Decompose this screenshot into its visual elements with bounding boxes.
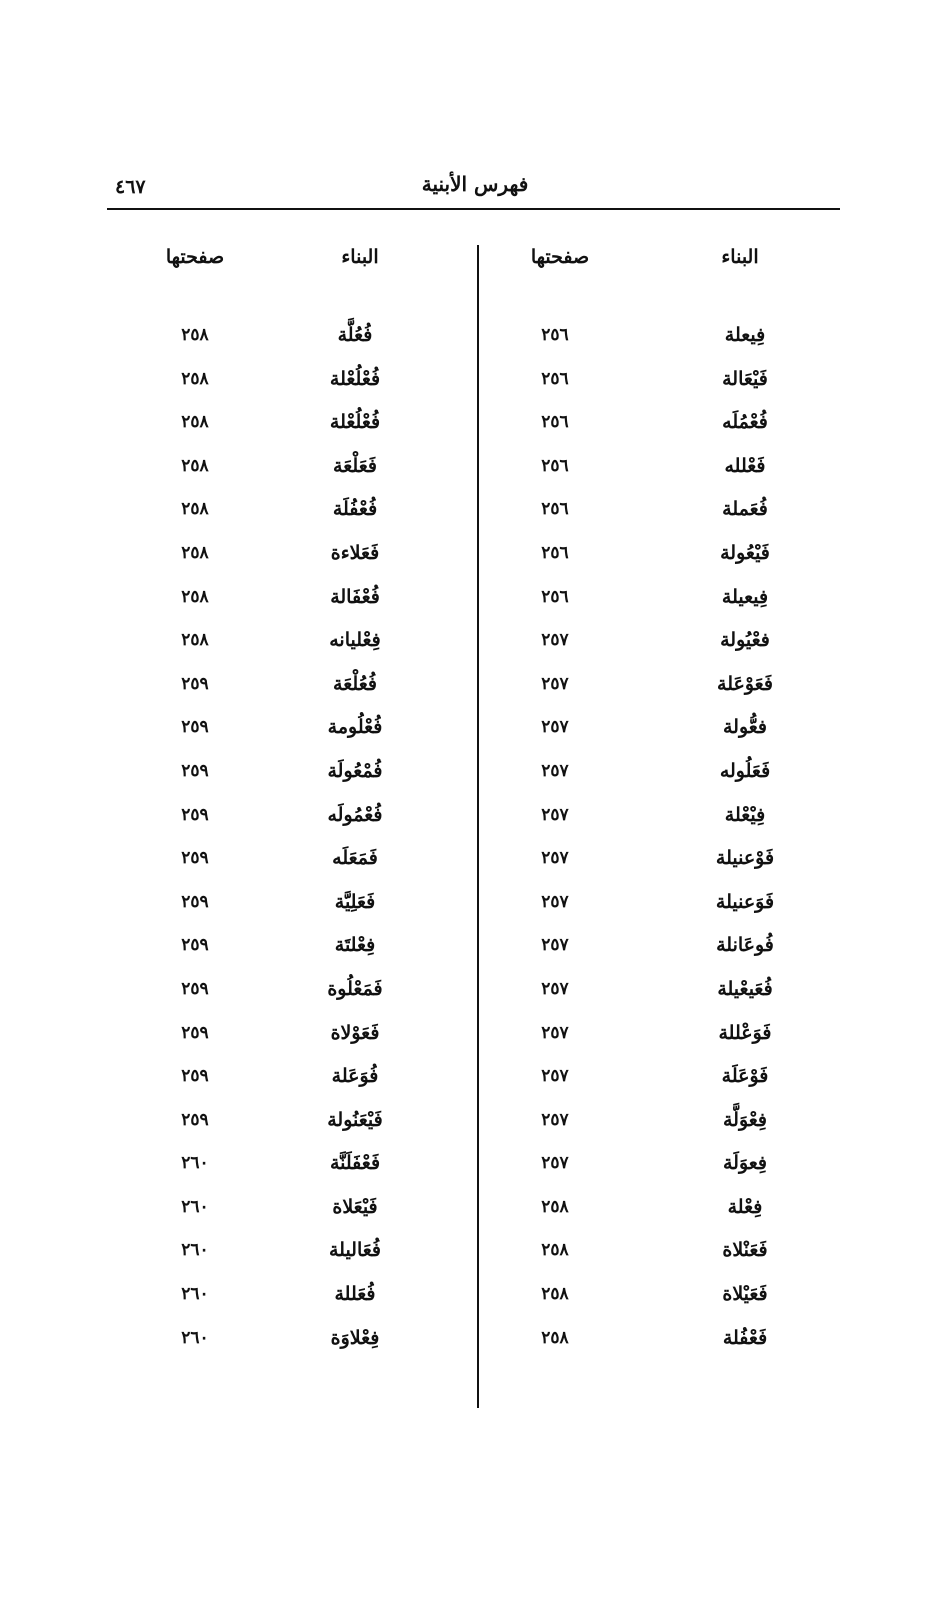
entry-pattern: فُعْفُلَة — [332, 498, 378, 521]
index-entry-row — [130, 1233, 450, 1277]
entry-pattern: فَعْفَلَنَّة — [329, 1152, 381, 1175]
entry-page-number: ٢٥٩ — [181, 1109, 209, 1130]
entry-pattern: فَعَنْلاة — [722, 1239, 768, 1262]
entry-pattern: فَعَيْلاة — [722, 1283, 768, 1306]
entry-page-number: ٢٥٩ — [181, 891, 209, 912]
entry-page-number: ٢٦٠ — [181, 1240, 209, 1261]
entry-pattern: فَمَعَلَه — [332, 847, 378, 870]
entry-pattern: فُعْلُعْلة — [329, 411, 381, 434]
entry-pattern: فعُّولة — [722, 716, 768, 739]
entry-pattern: فَعَلاءة — [330, 541, 380, 564]
entry-page-number: ٢٥٨ — [541, 1284, 569, 1305]
index-entry-row — [500, 1016, 820, 1060]
entry-page-number: ٢٥٨ — [181, 542, 209, 563]
index-entry-row — [130, 1016, 450, 1060]
entry-page-number: ٢٥٧ — [541, 1109, 569, 1130]
entry-pattern: فعْيُولة — [720, 629, 770, 652]
index-entry-row — [500, 536, 820, 580]
index-entry-row — [500, 318, 820, 362]
index-entry-row — [130, 972, 450, 1016]
entry-pattern: فَيْعَلاة — [332, 1195, 378, 1218]
entry-pattern: فَعْفُلة — [722, 1326, 768, 1349]
entry-pattern: فَيْعُولة — [720, 541, 770, 564]
entry-page-number: ٢٦٠ — [181, 1196, 209, 1217]
entry-page-number: ٢٥٧ — [541, 630, 569, 651]
index-entry-row — [500, 1146, 820, 1190]
left-page-heading: صفحتها — [165, 246, 225, 268]
entry-page-number: ٢٥٦ — [541, 455, 569, 476]
entry-pattern: فُوَعَلة — [331, 1065, 379, 1088]
entry-pattern: فُعَاليلة — [328, 1239, 382, 1262]
entry-pattern: فَوْعنيلة — [715, 847, 775, 870]
entry-pattern: فِعوَلَة — [722, 1152, 768, 1175]
index-entry-row — [500, 1277, 820, 1321]
entry-page-number: ٢٥٧ — [541, 717, 569, 738]
entry-page-number: ٢٥٧ — [541, 760, 569, 781]
index-entry-row — [500, 798, 820, 842]
entry-page-number: ٢٥٩ — [181, 760, 209, 781]
index-entry-row — [130, 885, 450, 929]
entry-pattern: فُعَملة — [722, 498, 768, 521]
entry-page-number: ٢٥٧ — [541, 1066, 569, 1087]
entry-pattern: فُعْفَالة — [330, 585, 380, 608]
entry-pattern: فُعْمُولَه — [327, 803, 383, 826]
entry-page-number: ٢٥٦ — [541, 499, 569, 520]
entry-page-number: ٢٥٧ — [541, 1022, 569, 1043]
right-page-heading: صفحتها — [530, 246, 590, 268]
index-entry-row — [130, 1277, 450, 1321]
index-entry-row — [500, 405, 820, 449]
index-entry-row — [130, 623, 450, 667]
entry-page-number: ٢٥٧ — [541, 1153, 569, 1174]
entry-pattern: فَوَعنيلة — [715, 890, 775, 913]
entry-page-number: ٢٥٩ — [181, 673, 209, 694]
entry-pattern: فِيعلة — [724, 324, 766, 346]
index-entry-row — [500, 492, 820, 536]
entry-page-number: ٢٥٧ — [541, 848, 569, 869]
entry-page-number: ٢٥٨ — [181, 412, 209, 433]
index-entry-row — [130, 1146, 450, 1190]
entry-pattern: فَعْلله — [724, 454, 766, 477]
entry-pattern: فَعَلِيَّة — [334, 890, 376, 913]
entry-pattern: فِيعيلة — [721, 585, 769, 608]
index-entry-row — [500, 1321, 820, 1365]
entry-page-number: ٢٥٧ — [541, 804, 569, 825]
entry-pattern: فَوَعْللة — [718, 1021, 772, 1044]
entry-pattern: فِعْوَلَّة — [722, 1108, 768, 1131]
index-entry-row — [130, 580, 450, 624]
index-entry-row — [500, 1190, 820, 1234]
entry-pattern: فُعَللة — [334, 1283, 376, 1306]
entry-pattern: فُوعَانلة — [716, 934, 774, 957]
entry-page-number: ٢٥٩ — [181, 848, 209, 869]
entry-page-number: ٢٦٠ — [181, 1284, 209, 1305]
left-word-heading: البناء — [341, 246, 379, 268]
entry-page-number: ٢٥٨ — [181, 499, 209, 520]
page-number: ٤٦٧ — [115, 176, 146, 198]
index-entry-row — [130, 405, 450, 449]
index-entry-row — [130, 536, 450, 580]
running-title: فهرس الأبنية — [421, 172, 529, 196]
entry-pattern: فُعُلَّة — [337, 324, 373, 346]
entry-pattern: فِعْلة — [727, 1195, 763, 1218]
entry-pattern: فُعُلْعَة — [333, 672, 377, 695]
index-entry-row — [130, 710, 450, 754]
right-word-heading: البناء — [721, 246, 759, 268]
entry-pattern: فِعْليانه — [329, 629, 381, 652]
index-entry-row — [130, 1103, 450, 1147]
index-entry-row — [130, 1059, 450, 1103]
entry-page-number: ٢٥٩ — [181, 1022, 209, 1043]
index-entry-row — [130, 841, 450, 885]
index-entry-row — [130, 492, 450, 536]
entry-page-number: ٢٥٧ — [541, 978, 569, 999]
index-entry-row — [130, 754, 450, 798]
entry-page-number: ٢٥٨ — [181, 325, 209, 345]
entry-pattern: فَيْعَنُولة — [327, 1108, 383, 1131]
index-entry-row — [500, 841, 820, 885]
entry-pattern: فَيْعَالة — [722, 367, 768, 390]
entry-pattern: فَمَعْلُوة — [327, 977, 383, 1000]
index-entry-row — [500, 449, 820, 493]
entry-pattern: فِعْلتَة — [334, 934, 376, 957]
entry-page-number: ٢٥٧ — [541, 673, 569, 694]
entry-page-number: ٢٥٨ — [181, 455, 209, 476]
index-entry-row — [500, 710, 820, 754]
entry-page-number: ٢٥٩ — [181, 1066, 209, 1087]
entry-page-number: ٢٥٨ — [541, 1196, 569, 1217]
entry-page-number: ٢٦٠ — [181, 1153, 209, 1174]
entry-pattern: فَعَلْعَة — [333, 454, 377, 477]
left-entry-list — [130, 318, 450, 1364]
entry-pattern: فُعْلُومة — [327, 716, 383, 739]
entry-page-number: ٢٦٠ — [181, 1327, 209, 1348]
index-entry-row — [500, 928, 820, 972]
entry-page-number: ٢٥٧ — [541, 891, 569, 912]
index-entry-row — [130, 318, 450, 362]
index-entry-row — [130, 1321, 450, 1365]
index-entry-row — [500, 580, 820, 624]
index-entry-row — [500, 1059, 820, 1103]
entry-pattern: فُعْمُلَه — [722, 411, 768, 434]
entry-page-number: ٢٥٩ — [181, 978, 209, 999]
entry-pattern: فَعَوْلاة — [330, 1021, 380, 1044]
index-entry-row — [130, 1190, 450, 1234]
index-entry-row — [130, 798, 450, 842]
entry-pattern: فِيْعْلة — [724, 803, 766, 826]
index-entry-row — [500, 1103, 820, 1147]
index-entry-row — [500, 972, 820, 1016]
entry-page-number: ٢٥٨ — [181, 368, 209, 389]
entry-pattern: فَوْعَلَة — [721, 1065, 769, 1088]
entry-page-number: ٢٥٦ — [541, 368, 569, 389]
index-entry-row — [130, 449, 450, 493]
index-entry-row — [500, 1233, 820, 1277]
entry-page-number: ٢٥٦ — [541, 586, 569, 607]
index-entry-row — [500, 754, 820, 798]
entry-page-number: ٢٥٩ — [181, 717, 209, 738]
entry-page-number: ٢٥٨ — [541, 1327, 569, 1348]
index-entry-row — [500, 667, 820, 711]
entry-pattern: فِعْلاوَة — [330, 1326, 380, 1349]
entry-page-number: ٢٥٨ — [181, 630, 209, 651]
entry-page-number: ٢٥٦ — [541, 412, 569, 433]
header-rule — [107, 208, 840, 210]
entry-page-number: ٢٥٩ — [181, 804, 209, 825]
entry-page-number: ٢٥٧ — [541, 935, 569, 956]
entry-page-number: ٢٥٩ — [181, 935, 209, 956]
index-entry-row — [500, 623, 820, 667]
entry-pattern: فُعَيعْيلة — [717, 977, 773, 1000]
entry-pattern: فَعَلُوله — [719, 759, 771, 782]
entry-pattern: فُعْلُعْلة — [329, 367, 381, 390]
entry-pattern: فُمْعُولَة — [327, 759, 383, 782]
column-divider — [477, 245, 479, 1408]
index-entry-row — [500, 885, 820, 929]
entry-page-number: ٢٥٨ — [181, 586, 209, 607]
index-entry-row — [500, 362, 820, 406]
right-entry-list — [500, 318, 820, 1364]
entry-pattern: فَعَوْعَلة — [717, 672, 773, 695]
index-entry-row — [130, 928, 450, 972]
index-entry-row — [130, 362, 450, 406]
entry-page-number: ٢٥٦ — [541, 325, 569, 345]
entry-page-number: ٢٥٦ — [541, 542, 569, 563]
index-entry-row — [130, 667, 450, 711]
entry-page-number: ٢٥٨ — [541, 1240, 569, 1261]
